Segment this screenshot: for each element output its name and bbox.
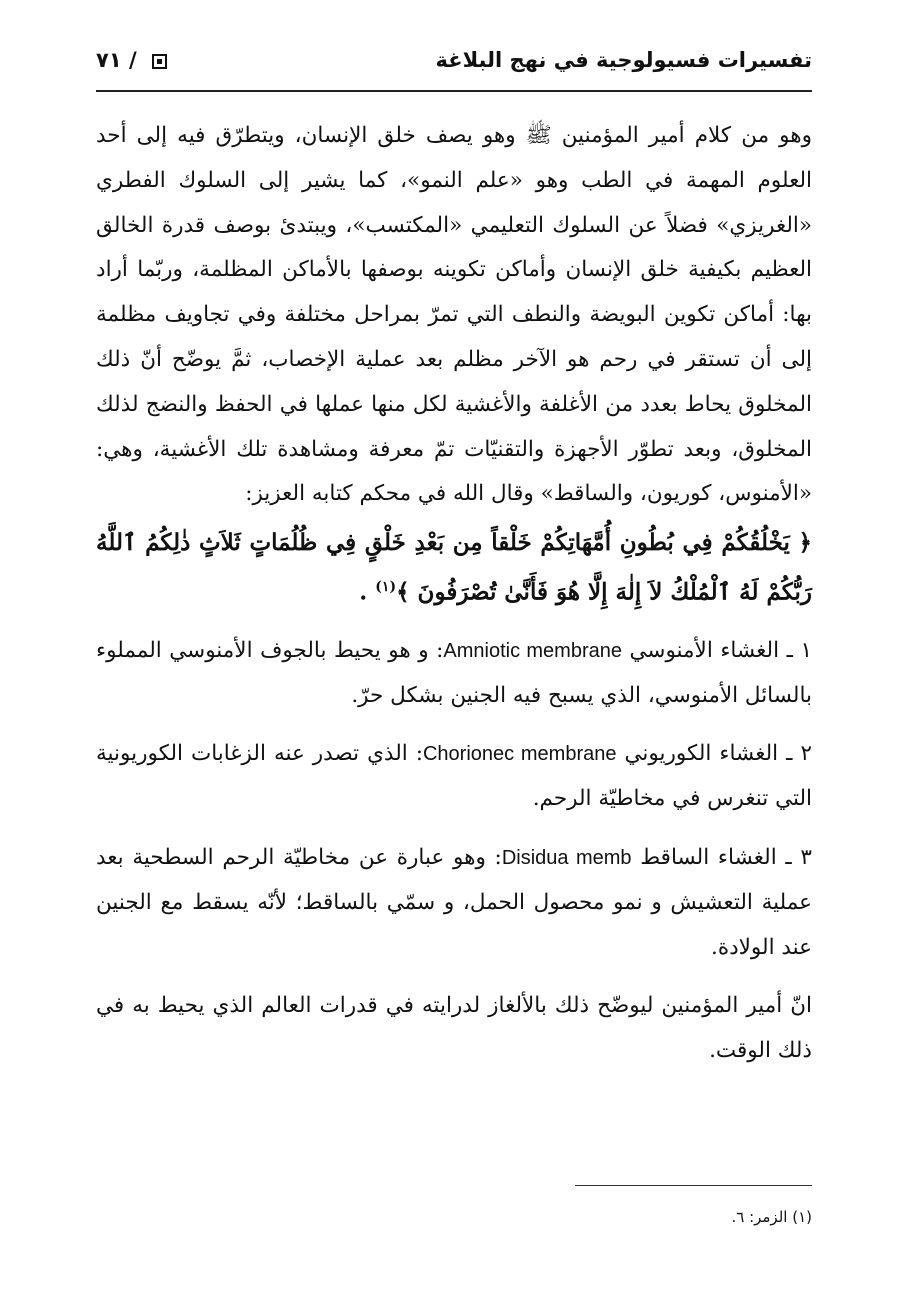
quran-verse — [96, 521, 812, 615]
footnote: (١) الزمر: ٦. — [731, 1208, 812, 1226]
list-item — [96, 836, 812, 970]
list-item-text: : و هو يحيط بالجوف الأمنوسي المملوء بالسائل الأمنوسي، الذي يسبح فيه الجنين بشكل حرّ. — [96, 637, 812, 708]
closing-paragraph: انّ أمير المؤمنين ليوضّح ذلك بالألغاز لدرايته في قدرات العالم الذي يحيط به في ذلك الوقت. — [96, 993, 812, 1064]
list-item-latin-term: Disidua memb — [501, 847, 632, 870]
page-number: ٧١ — [96, 48, 122, 72]
list-item-title: ١ ـ الغشاء الأمنوسي — [621, 637, 812, 663]
quran-verse-text: ﴿ يَخْلُقُكُمْ فِي بُطُونِ أُمَّهَاتِكُمْ خَلْقاً مِن بَعْدِ خَلْقٍ فِي ظُلُمَاتٍ ثَلاَثٍ ذٰلِكُمُ ٱللَّهُ رَبُّكُمْ لَهُ ٱلْمُلْكُ لاَ إِلٰهَ إِلَّا هُوَ فَأَنَّىٰ تُصْرَفُونَ ﴾ — [96, 529, 812, 606]
list-item — [96, 732, 812, 822]
book-title: تفسيرات فسيولوجية في نهج البلاغة — [435, 48, 812, 72]
list-item-latin-term: Chorionec membrane — [422, 743, 617, 766]
list-item-text: : وهو عبارة عن مخاطيّة الرحم السطحية بعد عملية التعشيش و نمو محصول الحمل، و سمّي بالساقط؛ لأنّه يسقط مع الجنين عند الولادة. — [96, 845, 812, 960]
page-marker-icon — [152, 54, 167, 69]
list-item — [96, 629, 812, 719]
footnote-divider — [575, 1185, 812, 1186]
quran-verse-end: . — [359, 578, 376, 606]
list-item-latin-term: Amniotic membrane — [443, 639, 622, 662]
list-item-text: : الذي تصدر عنه الزغابات الكوريونية التي تنغرس في مخاطيّة الرحم. — [96, 741, 812, 812]
page-separator: / — [128, 48, 137, 72]
list-item-title: ٢ ـ الغشاء الكوريوني — [616, 741, 812, 767]
page-number-group — [96, 48, 173, 72]
main-text — [96, 114, 812, 1074]
list-item-title: ٣ ـ الغشاء الساقط — [631, 845, 812, 871]
intro-paragraph: وهو من كلام أمير المؤمنين ﷺ وهو يصف خلق الإنسان، ويتطرّق فيه إلى أحد العلوم المهمة في الطب وهو «علم النمو»، كما يشير إلى السلوك الفطري «الغريزي» فضلاً عن السلوك التعليمي «المكتسب»، ويبتدئ بوصف قدرة الخالق العظيم بكيفية خلق الإنسان وأماكن تكوينه بوصفها بالأماكن المظلمة، وربّما أراد بها: أماكن تكوين البويضة والنطف التي تمرّ بمراحل مختلفة وفي تجاويف مظلمة إلى أن تستقر في رحم هو الآخر مظلم بعد عملية الإخصاب، ثمَّ يوضّح أنّ ذلك المخلوق يحاط بعدد من الأغلفة والأغشية لكل منها عملها في الحفظ والنضج لذلك المخلوق، وبعد تطوّر الأجهزة والتقنيّات تمّ معرفة ومشاهدة تلك الأغشية، وهي: «الأمنوس، كوريون، والساقط» وقال الله في محكم كتابه العزيز: — [96, 123, 812, 507]
footnote-ref-mark: (١) — [375, 579, 397, 596]
page-header — [96, 40, 812, 92]
